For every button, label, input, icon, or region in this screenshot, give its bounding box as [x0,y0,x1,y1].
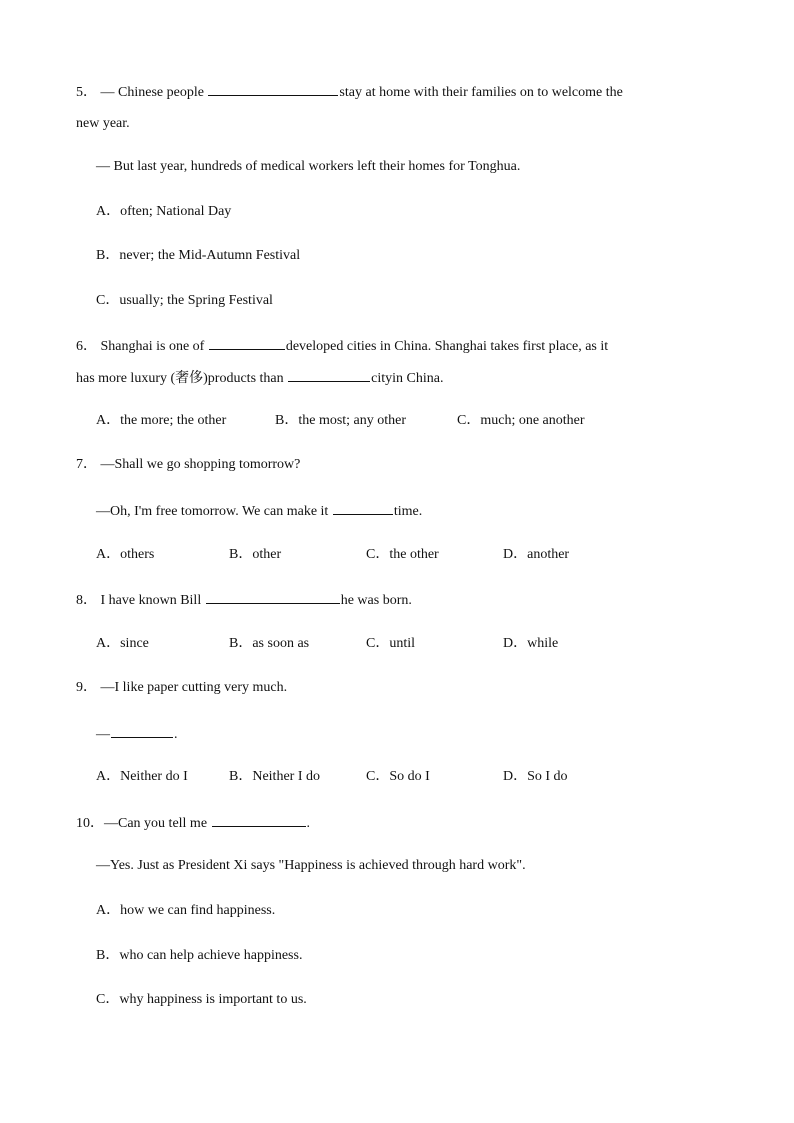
question-text: stay at home with their families on to welcome the [339,85,623,100]
question-text: he was born. [340,593,412,608]
option-d[interactable]: D．while [503,636,559,651]
option-b[interactable]: B．who can help achieve happiness. [96,948,303,963]
answer-blank[interactable] [208,82,338,96]
question-number: 10． [76,816,104,831]
question-text: I have known Bill [100,593,202,608]
option-c[interactable]: C．until [366,636,416,651]
option-b[interactable]: B．the most; any other [275,413,407,428]
question-text: Shanghai is one of [100,339,205,354]
question-number: 5． [76,85,97,100]
question-10-reply: —Yes. Just as President Xi says "Happiness is achieved through hard work". [96,858,526,873]
question-text: . [306,816,311,831]
question-text: —I like paper cutting very much. [100,680,288,695]
option-d[interactable]: D．So I do [503,769,568,784]
question-9-stem [76,679,287,697]
question-text: — [96,727,110,742]
option-b[interactable]: B．Neither I do [229,769,320,784]
question-text: cityin China. [371,371,444,386]
option-c[interactable]: C．much; one another [457,413,585,428]
answer-blank[interactable] [206,590,340,604]
option-c[interactable]: C．the other [366,547,439,562]
option-c[interactable]: C．why happiness is important to us. [96,992,307,1007]
question-10-stem [76,813,310,833]
answer-blank[interactable] [288,368,370,382]
question-text: developed cities in China. Shanghai takes first place, as it [285,339,609,354]
question-number: 8． [76,593,97,608]
option-a[interactable]: A．often; National Day [96,204,232,219]
answer-blank[interactable] [209,336,285,350]
option-b[interactable]: B．never; the Mid-Autumn Festival [96,248,301,263]
question-5-stem-cont: new year. [76,116,130,131]
question-6-stem [76,336,608,356]
option-d[interactable]: D．another [503,547,570,562]
question-5-stem [76,82,623,102]
option-a[interactable]: A．Neither do I [96,769,188,784]
question-text: — Chinese people [100,85,204,100]
question-text: —Oh, I'm free tomorrow. We can make it [96,504,329,519]
question-number: 7． [76,457,97,472]
question-9-reply [96,724,178,744]
question-text: time. [393,504,423,519]
answer-blank[interactable] [111,724,173,738]
option-a[interactable]: A．how we can find happiness. [96,903,276,918]
question-7-stem [76,456,300,474]
question-8-stem [76,590,412,610]
option-c[interactable]: C．usually; the Spring Festival [96,293,273,308]
option-a[interactable]: A．the more; the other [96,413,227,428]
answer-blank[interactable] [212,813,306,827]
question-text: has more luxury (奢侈)products than [76,371,284,386]
option-b[interactable]: B．other [229,547,282,562]
question-7-reply [96,501,422,521]
question-number: 9． [76,680,97,695]
question-text: —Can you tell me [104,816,208,831]
answer-blank[interactable] [333,501,393,515]
question-6-stem-cont [76,368,443,388]
option-c[interactable]: C．So do I [366,769,430,784]
option-a[interactable]: A．others [96,547,155,562]
question-5-reply: — But last year, hundreds of medical workers left their homes for Tonghua. [96,159,521,174]
option-b[interactable]: B．as soon as [229,636,310,651]
question-number: 6． [76,339,97,354]
option-a[interactable]: A．since [96,636,149,651]
question-text: —Shall we go shopping tomorrow? [100,457,301,472]
question-text: . [174,727,178,742]
